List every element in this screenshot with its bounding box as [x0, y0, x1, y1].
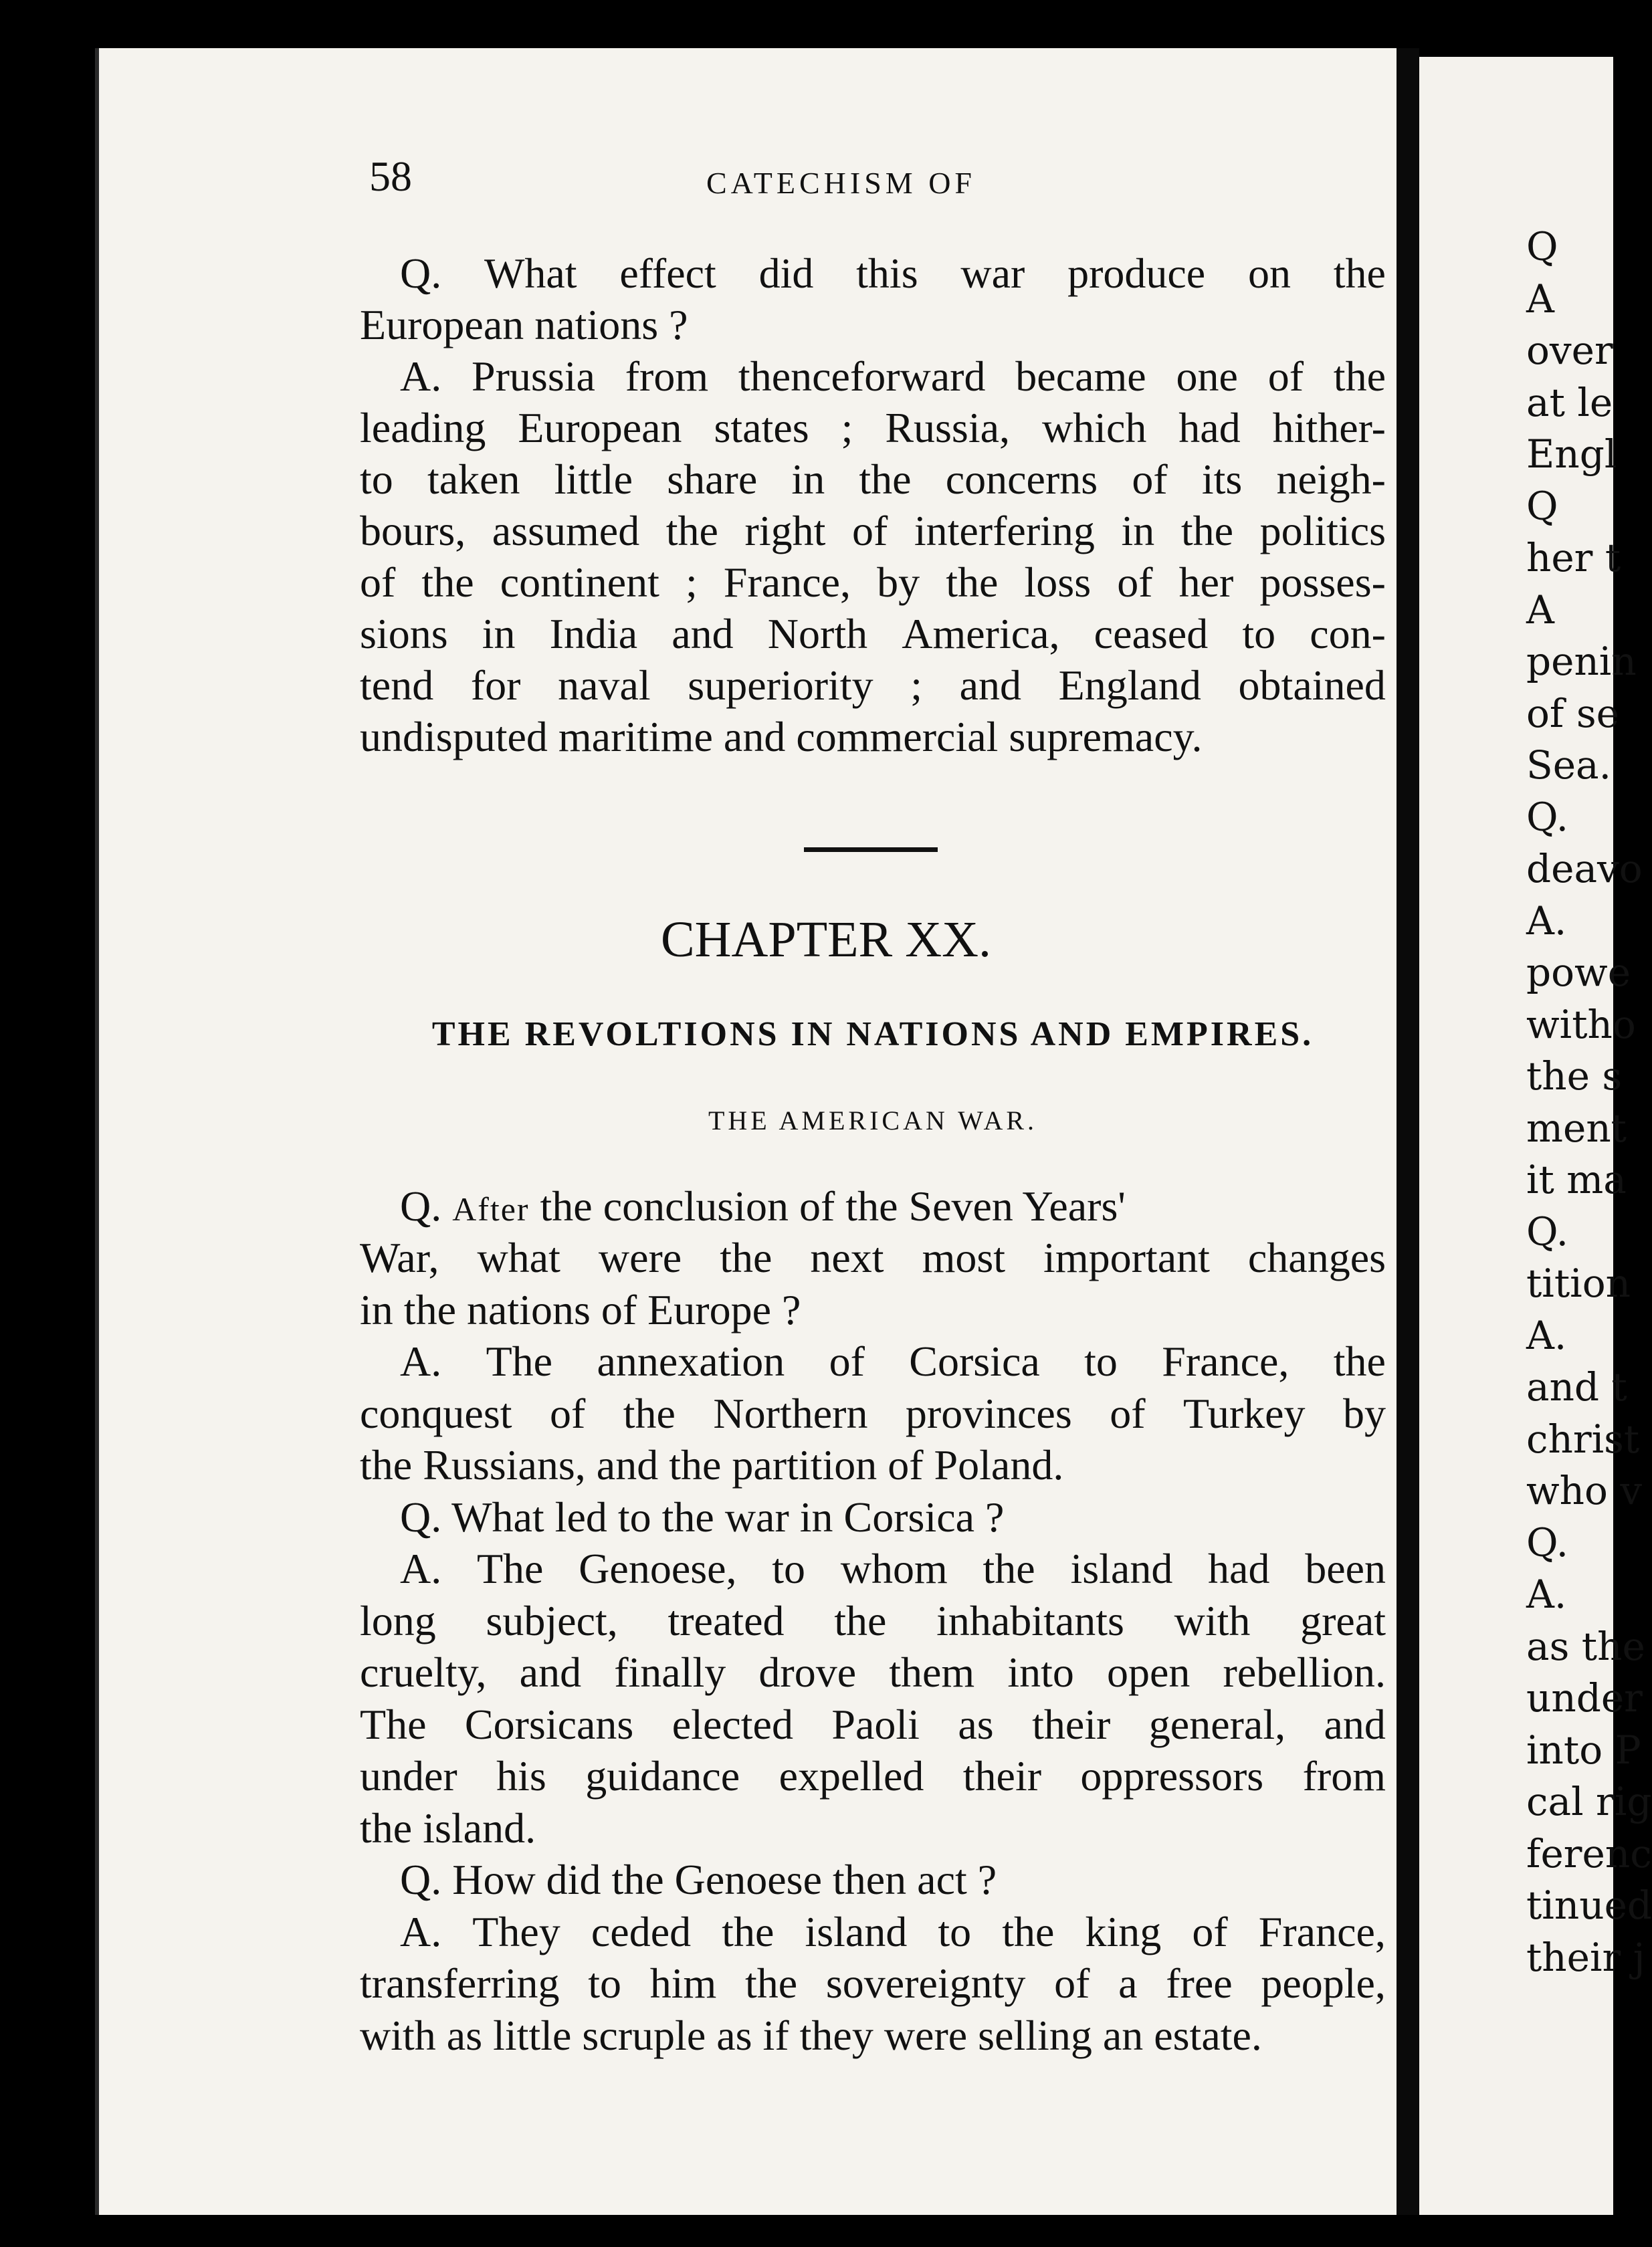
fragment-line: christ [1526, 1416, 1640, 1462]
text-line: undisputed maritime and commercial supremacy. [360, 713, 1203, 760]
book-gutter [1397, 48, 1419, 2215]
text-line: long subject, treated the inhabitants with great [360, 1596, 1386, 1644]
fragment-line: under [1526, 1675, 1643, 1721]
text-line: A. Prussia from thenceforward became one of the [400, 352, 1386, 400]
fragment-line: Q. [1526, 794, 1569, 840]
fragment-line: it ma [1526, 1157, 1627, 1202]
text-line: tend for naval superiority ; and England obtained [360, 661, 1386, 709]
page-number: 58 [369, 152, 412, 200]
fragment-line: into P [1526, 1727, 1641, 1773]
fragment-line: Q [1526, 483, 1558, 529]
fragment-line: powe [1526, 950, 1631, 995]
text-line: A. They ceded the island to the king of France, [400, 1907, 1386, 1955]
text-line: A. The annexation of Corsica to France, the [400, 1338, 1386, 1385]
text-line: Q. What effect did this war produce on the [400, 249, 1386, 297]
text-line: bours, assumed the right of interfering in the politics [360, 507, 1386, 554]
fragment-line: witho [1526, 1001, 1636, 1047]
fragment-line: of se [1526, 690, 1619, 736]
text-line: War, what were the next most important changes [360, 1234, 1386, 1281]
text-line: transferring to him the sovereignty of a free people, [360, 1959, 1386, 2007]
fragment-line: Q. [1526, 1208, 1569, 1255]
fragment-line: Engl [1526, 431, 1617, 477]
fragment-line: tition [1526, 1261, 1631, 1306]
fragment-line: over [1526, 328, 1613, 373]
fragment-line: at le [1526, 379, 1613, 425]
text-line: Q. After the conclusion of the Seven Years' [400, 1182, 1126, 1230]
left-page [95, 48, 1397, 2215]
fragment-line: who v [1526, 1468, 1643, 1513]
small-caps-word: After [452, 1191, 530, 1228]
text-line: The Corsicans elected Paoli as their general, and [360, 1700, 1386, 1748]
fragment-line: Q. [1526, 1519, 1569, 1566]
text-line: the Russians, and the partition of Poland. [360, 1441, 1064, 1489]
fragment-line: A. [1526, 1572, 1567, 1617]
text-line: Q. How did the Genoese then act ? [400, 1856, 997, 1903]
text-line: Q. What led to the war in Corsica ? [400, 1493, 1005, 1541]
text-line: of the continent ; France, by the loss of her posses- [360, 558, 1386, 606]
fragment-line: as the [1526, 1623, 1645, 1669]
fragment-line: tinued [1526, 1883, 1652, 1928]
section-title: THE AMERICAN WAR. [708, 1105, 1038, 1136]
fragment-line: and t [1526, 1364, 1627, 1410]
text-line: the island. [360, 1804, 536, 1852]
fragment-line: deavo [1526, 846, 1643, 891]
fragment-line: Q [1526, 224, 1558, 270]
text-line: to taken little share in the concerns of its neigh- [360, 455, 1386, 503]
fragment-line: A [1526, 586, 1554, 633]
running-head: CATECHISM OF [706, 166, 976, 200]
text-line: sions in India and North America, ceased to con- [360, 610, 1386, 657]
text-line: under his guidance expelled their oppressors from [360, 1752, 1386, 1800]
text-line: European nations ? [360, 301, 688, 348]
chapter-title: CHAPTER XX. [660, 912, 992, 968]
fragment-line: their j [1526, 1934, 1645, 1980]
fragment-line: A. [1526, 1312, 1567, 1358]
text-line: with as little scruple as if they were selling an estate. [360, 2011, 1262, 2059]
right-page-fragment [1419, 57, 1652, 2215]
fragment-line: penin [1526, 639, 1637, 684]
chapter-subtitle: THE REVOLTIONS IN NATIONS AND EMPIRES. [431, 1015, 1314, 1053]
fragment-line: A. [1526, 897, 1567, 944]
fragment-line: ment [1526, 1105, 1627, 1151]
text-line: A. The Genoese, to whom the island had been [400, 1545, 1386, 1592]
fragment-line: her t [1526, 535, 1621, 580]
text-line: cruelty, and finally drove them into open rebellion. [360, 1648, 1386, 1696]
text-line: leading European states ; Russia, which had hither- [360, 404, 1386, 451]
fragment-line: Sea. [1526, 742, 1612, 788]
fragment-line: ferenc [1526, 1830, 1652, 1877]
fragment-line: the s [1526, 1053, 1623, 1099]
text-line: in the nations of Europe ? [360, 1285, 801, 1333]
fragment-line: cal rig [1526, 1779, 1652, 1824]
chapter-divider-rule [804, 847, 938, 852]
text-line: conquest of the Northern provinces of Turkey by [360, 1389, 1386, 1437]
fragment-line: A [1526, 276, 1554, 322]
